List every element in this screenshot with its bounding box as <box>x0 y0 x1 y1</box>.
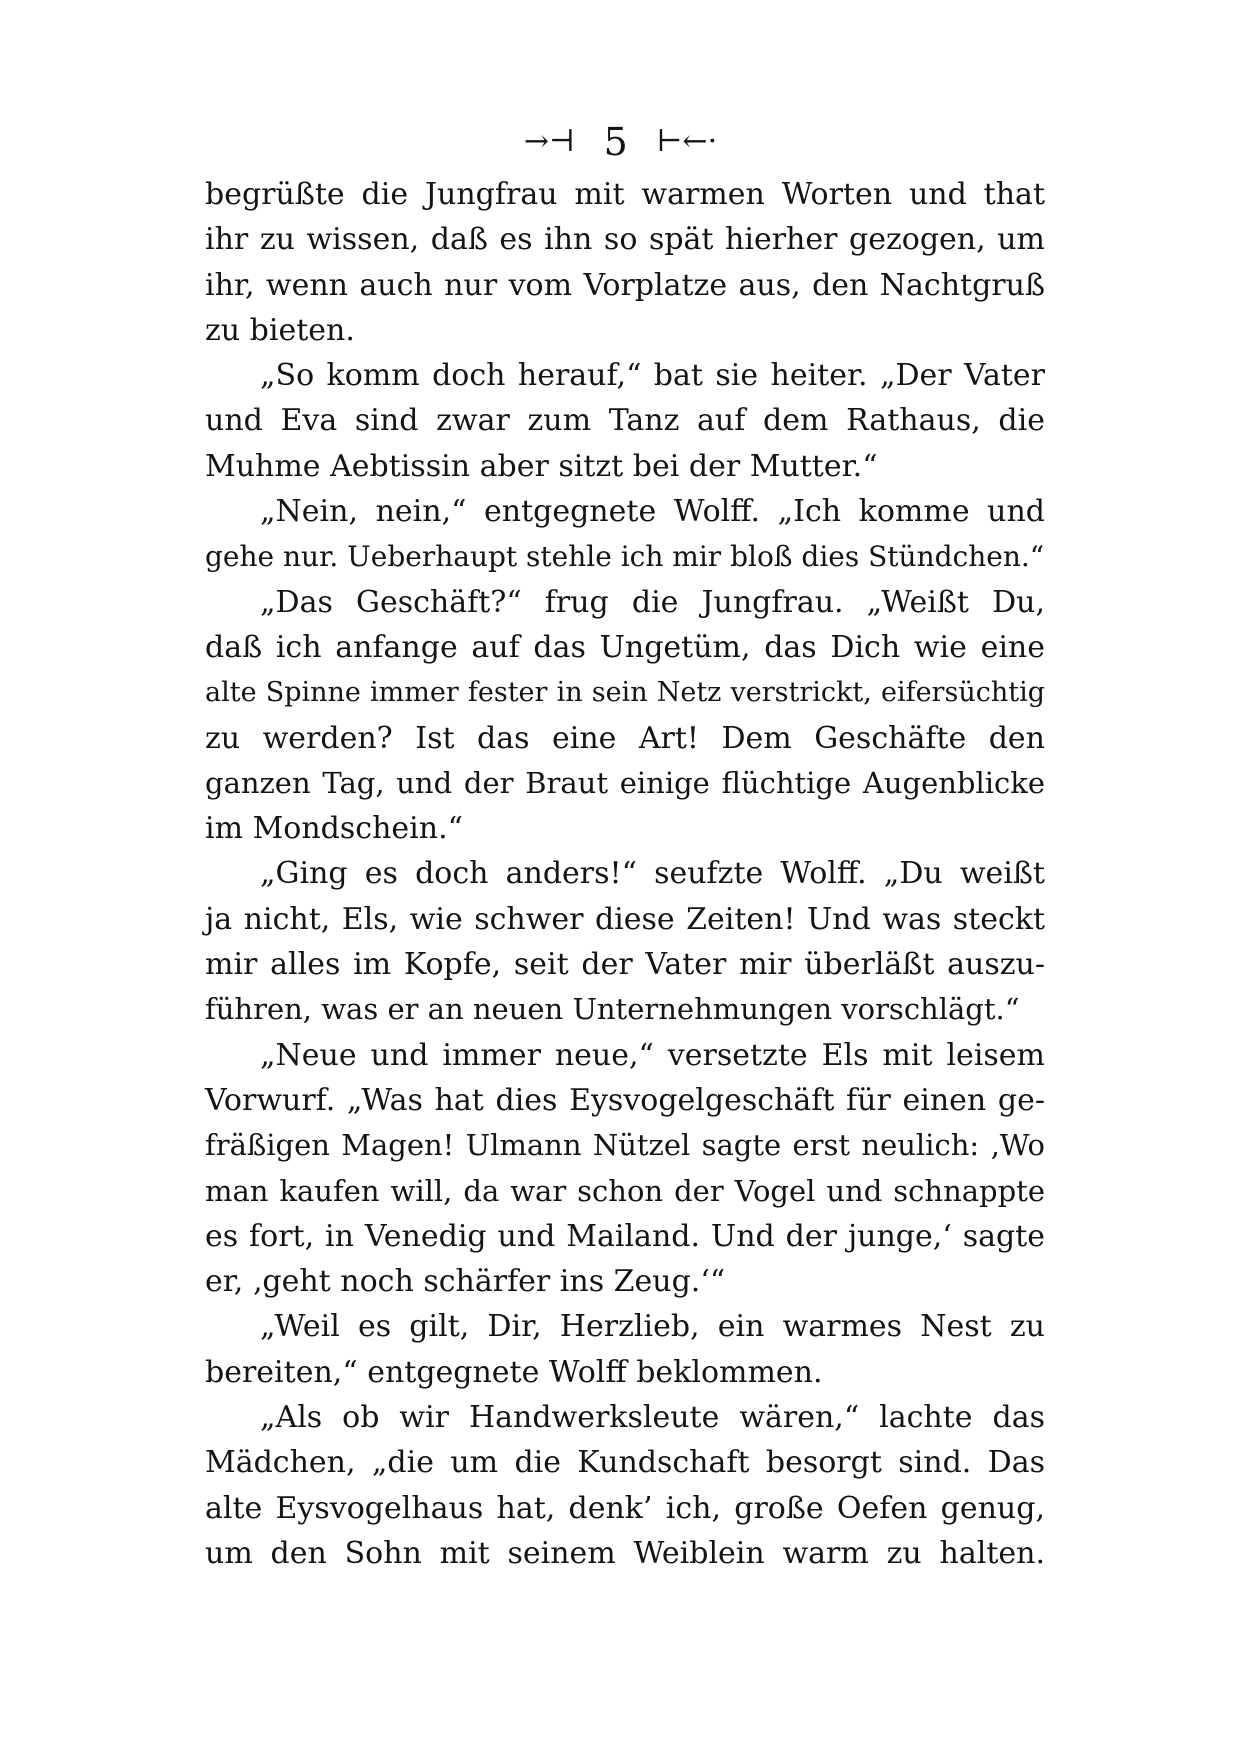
text-line: „Das Geschäft?“ frug die Jungfrau. „Weißt Du, <box>260 584 1045 620</box>
text-line: mir alles im Kopfe, seit der Vater mir überläßt auszu- <box>205 947 1045 983</box>
page-header <box>0 118 1241 164</box>
text-line: ja nicht, Els, wie schwer diese Zeiten! Und was steckt <box>205 901 1045 937</box>
text-line: fräßigen Magen! Ulmann Nützel sagte erst neulich: ‚Wo <box>205 1128 1045 1163</box>
text-line: zu werden? Ist das eine Art! Dem Geschäfte den <box>205 720 1045 756</box>
text-line: Mädchen, „die um die Kundschaft besorgt sind. Das <box>205 1445 1045 1481</box>
text-line: begrüßte die Jungfrau mit warmen Worten und that <box>205 177 1045 212</box>
text-line: es fort, in Venedig und Mailand. Und der junge,‘ sagte <box>205 1218 1045 1254</box>
text-line: um den Sohn mit seinem Weiblein warm zu halten. <box>205 1535 1045 1571</box>
text-line: im Mondschein.“ <box>205 811 463 847</box>
text-line: „Neue und immer neue,“ versetzte Els mit leisem <box>260 1037 1045 1073</box>
text-line: ihr, wenn auch nur vom Vorplatze aus, den Nachtgruß <box>205 267 1045 303</box>
text-line: „Ging es doch anders!“ seufzte Wolff. „Du weißt <box>260 856 1045 892</box>
text-line: Muhme Aebtissin aber sitzt bei der Mutter.“ <box>205 448 878 484</box>
text-line: alte Eysvogelhaus hat, denk’ ich, große Oefen genug, <box>205 1490 1045 1526</box>
page-number: 5 <box>603 120 628 164</box>
text-line: daß ich anfange auf das Ungetüm, das Dich wie eine <box>205 629 1045 665</box>
text-line: „Nein, nein,“ entgegnete Wolff. „Ich komme und <box>260 494 1045 530</box>
right-ornament: ⊢←· <box>656 124 718 159</box>
text-line: er, ‚geht noch schärfer ins Zeug.‘“ <box>205 1264 726 1300</box>
text-line: „Weil es gilt, Dir, Herzlieb, ein warmes Nest zu <box>260 1309 1045 1345</box>
text-line: „So komm doch herauf,“ bat sie heiter. „Der Vater <box>260 358 1045 394</box>
text-line: man kaufen will, da war schon der Vogel und schnappte <box>205 1173 1045 1208</box>
text-line: führen, was er an neuen Unternehmungen vorschlägt.“ <box>205 992 1020 1027</box>
text-line: bereiten,“ entgegnete Wolff beklommen. <box>205 1354 823 1390</box>
text-line: gehe nur. Ueberhaupt stehle ich mir bloß dies Stündchen.“ <box>205 540 1045 574</box>
text-line: „Als ob wir Handwerksleute wären,“ lachte das <box>260 1400 1045 1436</box>
text-line: zu bieten. <box>205 312 355 348</box>
text-line: Vorwurf. „Was hat dies Eysvogelgeschäft für einen ge- <box>205 1082 1045 1118</box>
text-line: und Eva sind zwar zum Tanz auf dem Rathaus, die <box>205 403 1045 439</box>
text-line: ihr zu wissen, daß es ihn so spät hierher gezogen, um <box>205 222 1045 258</box>
body-text <box>205 172 1045 1576</box>
text-line: ganzen Tag, und der Braut einige flüchtige Augenblicke <box>205 765 1045 800</box>
text-line: alte Spinne immer fester in sein Netz verstrickt, eifersüchtig <box>205 677 1045 709</box>
left-ornament: →⊣ <box>523 124 575 159</box>
